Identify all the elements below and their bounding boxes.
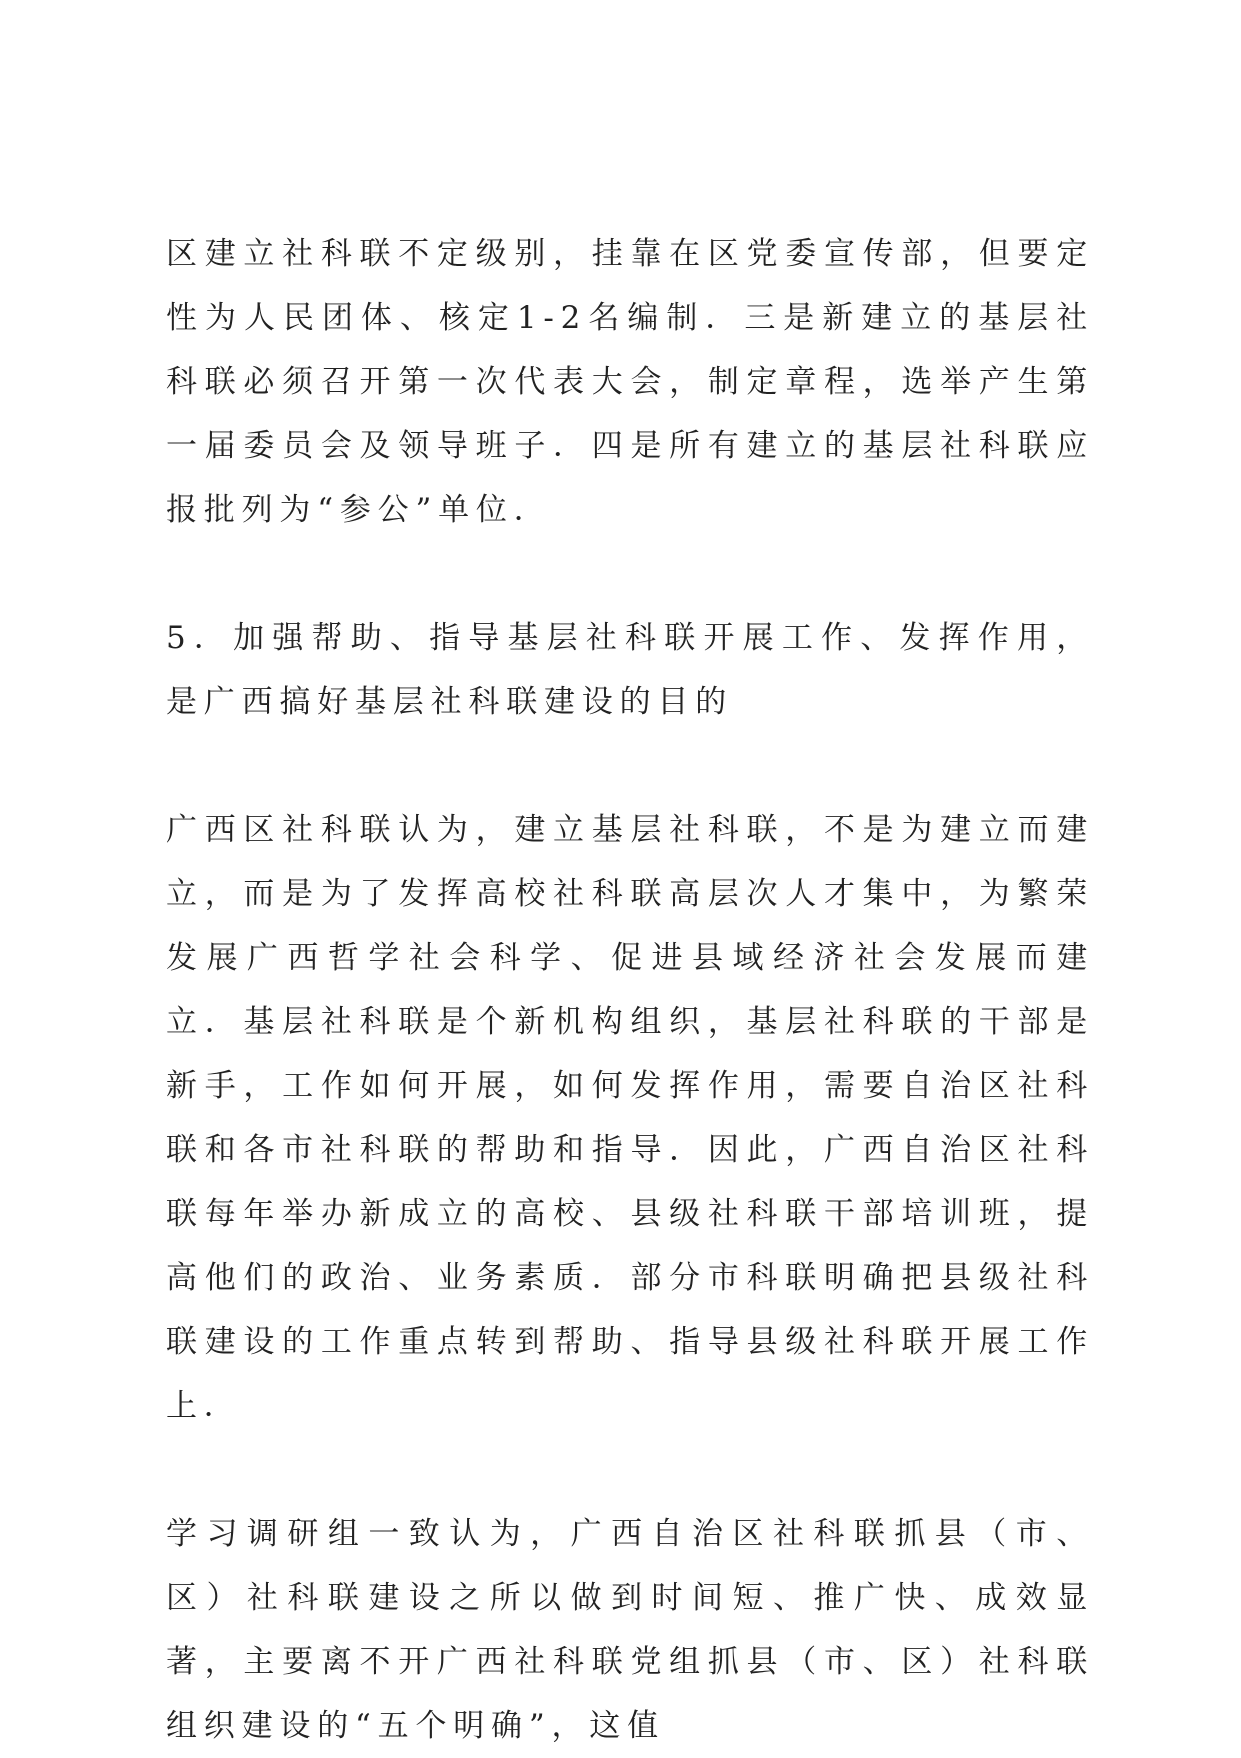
paragraph-continuation: 区建立社科联不定级别，挂靠在区党委宣传部，但要定性为人民团体、核定1-2名编制．三是新建立的基层社科联必须召开第一次代表大会，制定章程，选举产生第一届委员会及领导班子．四是所有建立的基层社科联应报批列为“参公”单位． — [166, 236, 1094, 528]
paragraph-guidance: 广西区社科联认为，建立基层社科联，不是为建立而建立，而是为了发挥高校社科联高层次人才集中，为繁荣发展广西哲学社会科学、促进县域经济社会发展而建立．基层社科联是个新机构组织，基层社科联的干部是新手，工作如何开展，如何发挥作用，需要自治区社科联和各市社科联的帮助和指导．因此，广西自治区社科联每年举办新成立的高校、县级社科联干部培训班，提高他们的政治、业务素质．部分市科联明确把县级社科联建设的工作重点转到帮助、指导县级社科联开展工作上． — [166, 812, 1094, 1424]
section-heading-5: 5．加强帮助、指导基层社科联开展工作、发挥作用，是广西搞好基层社科联建设的目的 — [166, 620, 1094, 720]
document-body — [166, 222, 1094, 1758]
paragraph-conclusion: 学习调研组一致认为，广西自治区社科联抓县（市、区）社科联建设之所以做到时间短、推广快、成效显著，主要离不开广西社科联党组抓县（市、区）社科联组织建设的“五个明确”，这值 — [166, 1516, 1094, 1744]
